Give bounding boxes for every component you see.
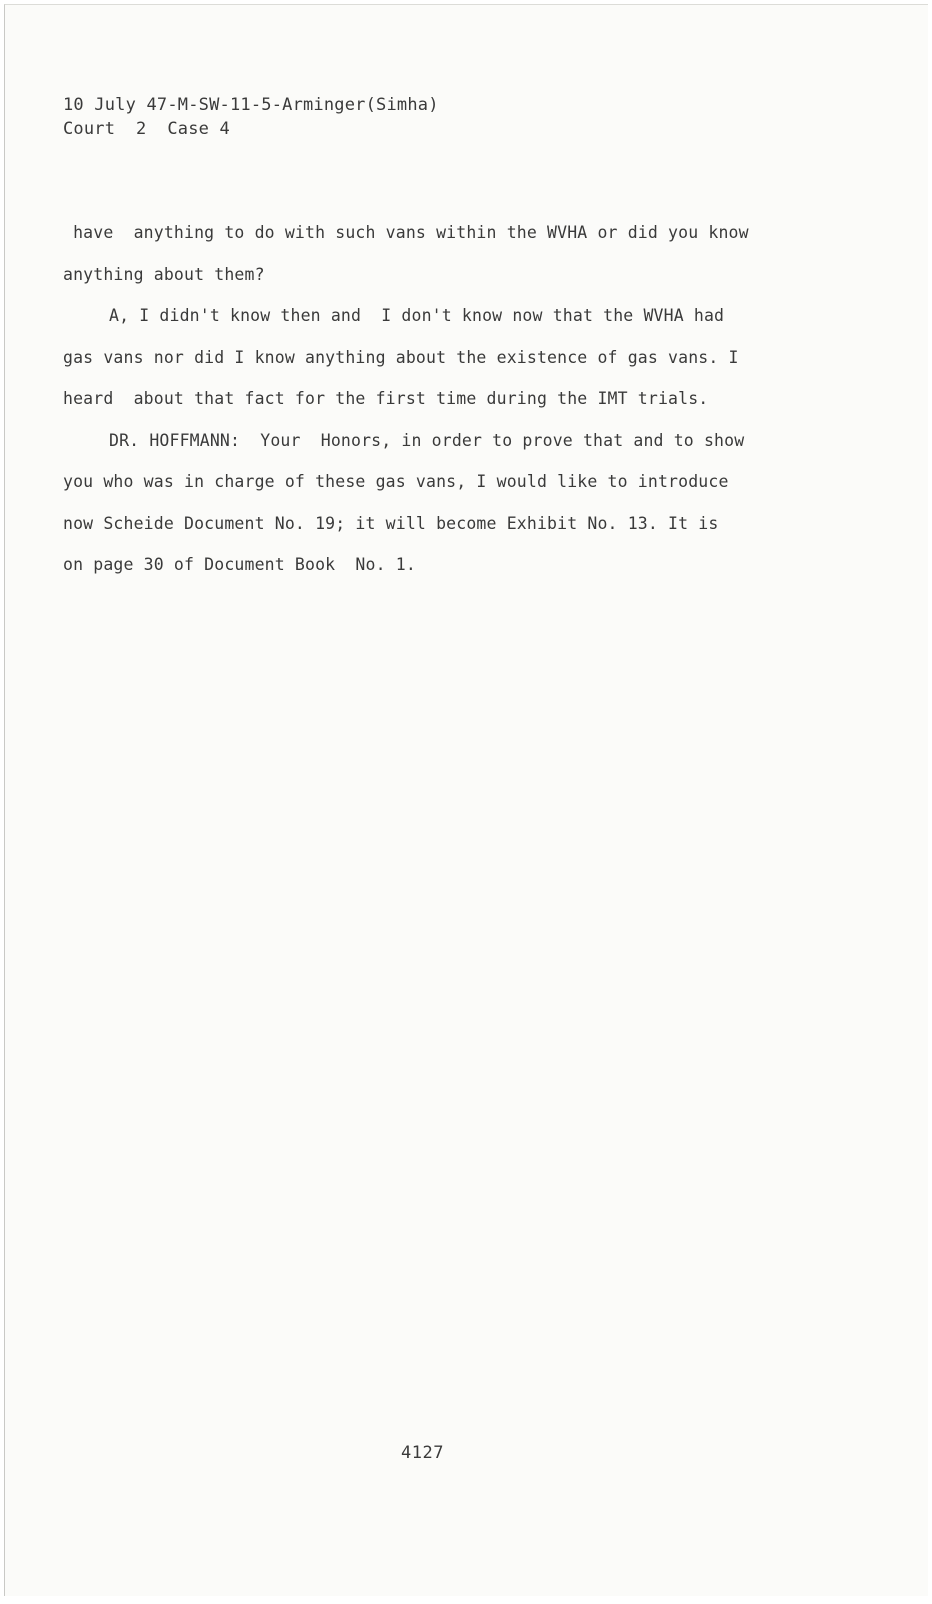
text-line: on page 30 of Document Book No. 1. (63, 555, 416, 574)
text-line: you who was in charge of these gas vans, I would like to introduce (63, 472, 729, 491)
text-line: A, I didn't know then and I don't know now that the WVHA had (109, 306, 725, 325)
text-line: have anything to do with such vans within the WVHA or did you know (63, 223, 749, 242)
text-line: heard about that fact for the first time during the IMT trials. (63, 389, 709, 408)
text-line: gas vans nor did I know anything about the existence of gas vans. I (63, 347, 739, 367)
text-line: DR. HOFFMANN: Your Honors, in order to prove that and to show (109, 430, 745, 450)
transcript-body (63, 212, 783, 586)
page-number: 4127 (401, 1443, 444, 1463)
document-header (63, 93, 439, 141)
text-line: anything about them? (63, 264, 265, 284)
document-page (4, 4, 928, 1596)
text-line: now Scheide Document No. 19; it will become Exhibit No. 13. It is (63, 513, 719, 533)
header-court-line: Court 2 Case 4 (63, 119, 230, 139)
header-date-line: 10 July 47-M-SW-11-5-Arminger(Simha) (63, 95, 439, 115)
